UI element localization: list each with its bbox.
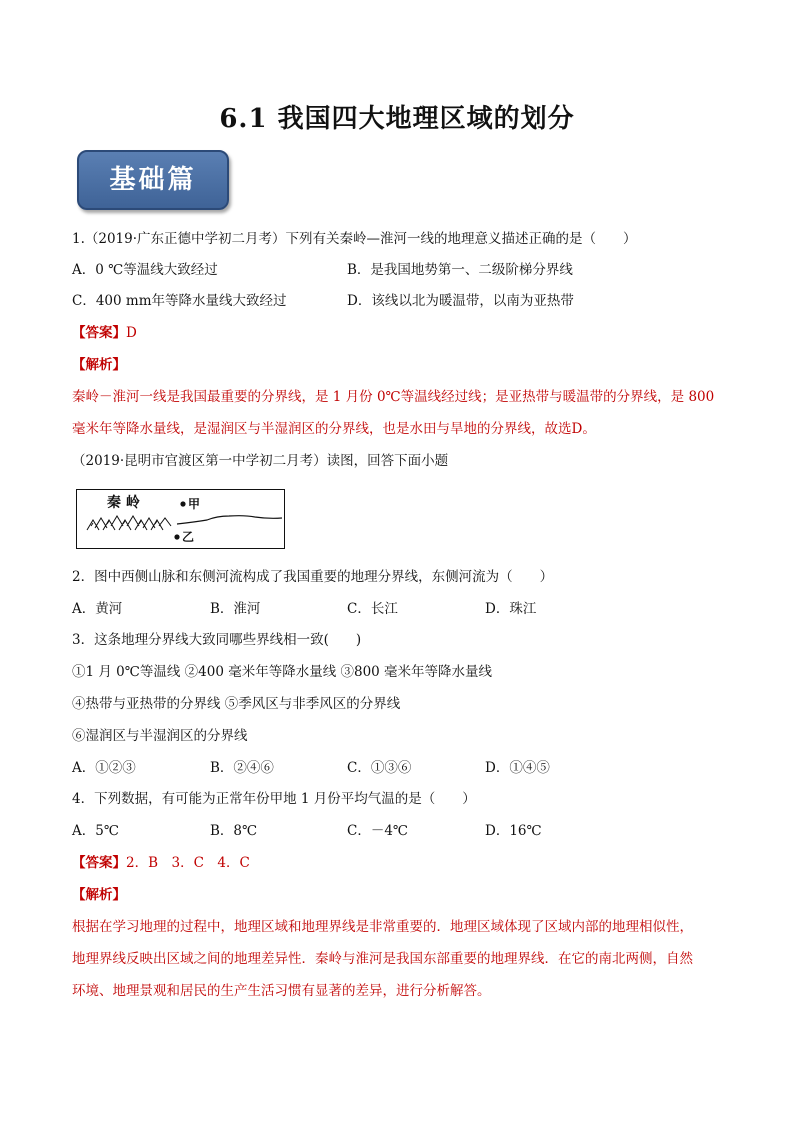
map-point-b-label: 乙	[182, 530, 195, 544]
group-analysis-line-2: 地理界线反映出区域之间的地理差异性．秦岭与淮河是我国东部重要的地理界线．在它的南北两侧，自然	[72, 951, 693, 967]
answer-value: 2．B 3．C 4．C	[126, 855, 250, 871]
q2-stem: 2．图中西侧山脉和东侧河流构成了我国重要的地理分界线，东侧河流为（ ）	[72, 569, 554, 585]
group-analysis-label: 【解析】	[72, 887, 126, 903]
q1-option-b: B．是我国地势第一、二级阶梯分界线	[347, 262, 573, 278]
group-intro: （2019·昆明市官渡区第一中学初二月考）读图，回答下面小题	[72, 453, 449, 469]
q3-option-b: B．②④⑥	[210, 760, 274, 776]
point-b-marker	[174, 534, 179, 539]
q3-option-a: A．①②③	[72, 760, 136, 776]
q3-items-line-1: ①1 月 0℃等温线 ②400 毫米年等降水量线 ③800 毫米年等降水量线	[72, 664, 493, 680]
map-point-a-label: 甲	[188, 497, 201, 511]
river-line	[177, 516, 282, 524]
section-badge: 基础篇	[77, 150, 229, 210]
group-analysis-line-3: 环境、地理景观和居民的生产生活习惯有显著的差异，进行分析解答。	[72, 983, 491, 999]
q1-stem: 1.（2019·广东正德中学初二月考）下列有关秦岭—淮河一线的地理意义描述正确的是（ ）	[72, 231, 637, 247]
group-analysis-line-1: 根据在学习地理的过程中，地理区域和地理界线是非常重要的．地理区域体现了区域内部的地理相似性，	[72, 919, 693, 935]
q3-stem: 3．这条地理分界线大致同哪些界线相一致( )	[72, 632, 362, 648]
q1-option-a: A．0 ℃等温线大致经过	[72, 262, 218, 278]
group-answer	[72, 853, 250, 873]
q1-analysis-line-2: 毫米年等降水量线，是湿润区与半湿润区的分界线，也是水田与旱地的分界线，故选D。	[72, 421, 596, 437]
q2-option-b: B．淮河	[210, 601, 261, 617]
q1-analysis-label: 【解析】	[72, 357, 126, 373]
q4-option-d: D．16℃	[485, 823, 542, 839]
mountain-symbols	[87, 516, 171, 530]
answer-label: 【答案】	[72, 325, 126, 341]
q4-stem: 4．下列数据，有可能为正常年份甲地 1 月份平均气温的是（ ）	[72, 791, 476, 807]
q3-option-d: D．①④⑤	[485, 760, 550, 776]
q2-option-d: D．珠江	[485, 601, 537, 617]
q1-option-c: C．400 mm年等降水量线大致经过	[72, 293, 287, 309]
answer-value: D	[126, 325, 137, 341]
q4-option-c: C．－4℃	[347, 823, 409, 839]
q3-items-line-3: ⑥湿润区与半湿润区的分界线	[72, 728, 248, 744]
q1-answer	[72, 323, 137, 343]
q4-option-a: A．5℃	[72, 823, 119, 839]
q1-analysis-line-1: 秦岭－淮河一线是我国最重要的分界线，是 1 月份 0℃等温线经过线；是亚热带与暖温带的分界线，是 800	[72, 389, 715, 405]
q4-option-b: B．8℃	[210, 823, 258, 839]
page-title: 6.1 我国四大地理区域的划分	[219, 104, 575, 134]
map-mountain-label: 秦 岭	[107, 495, 140, 511]
q3-items-line-2: ④热带与亚热带的分界线 ⑤季风区与非季风区的分界线	[72, 696, 401, 712]
qinling-map-figure	[76, 489, 285, 549]
q2-option-a: A．黄河	[72, 601, 123, 617]
q1-option-d: D．该线以北为暖温带，以南为亚热带	[347, 293, 574, 309]
q2-option-c: C．长江	[347, 601, 398, 617]
q3-option-c: C．①③⑥	[347, 760, 412, 776]
answer-label: 【答案】	[72, 855, 126, 871]
point-a-marker	[180, 501, 185, 506]
